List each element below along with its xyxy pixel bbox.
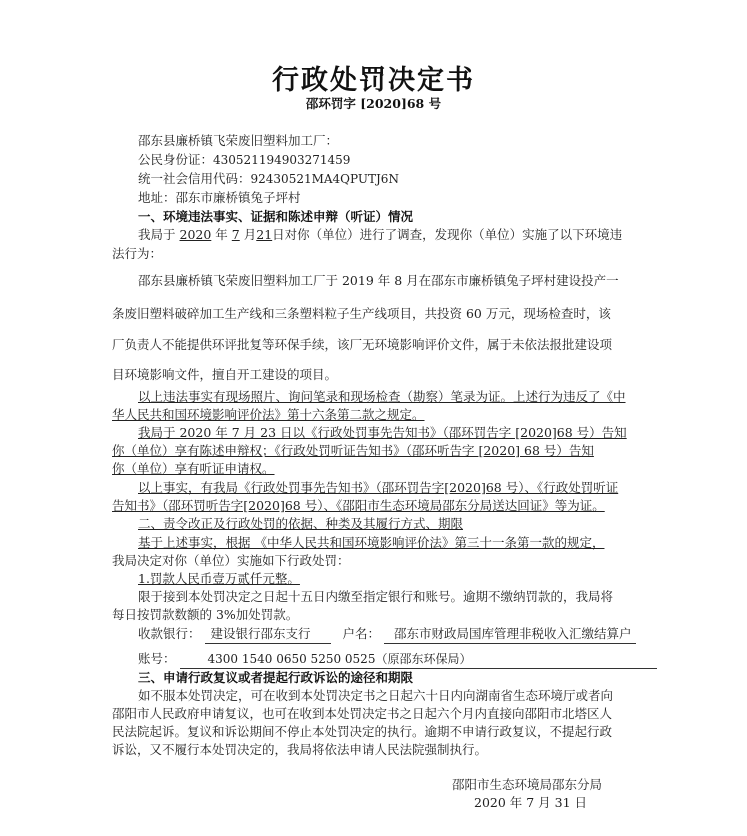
notice-line: 你（单位）享有陈述申辩权；《行政处罚听证告知书》（邵环听告字 [2020] 68 号）告知 <box>112 443 594 458</box>
signature-org: 邵阳市生态环境局邵东分局 <box>452 777 603 792</box>
party-credit-code <box>138 170 399 188</box>
investigation-month: 7 <box>231 227 240 242</box>
credit-label: 统一社会信用代码： <box>138 171 251 186</box>
service-line: 以上事实，有我局《行政处罚事先告知书》（邵环罚告字[2020]68 号）、《行政处罚听证 <box>138 480 619 495</box>
notice-line: 我局于 2020 年 7 月 23 日以《行政处罚事先告知书》（邵环罚告字 [2020]68 号）告知 <box>138 425 627 440</box>
investigation-year: 2020 <box>179 227 212 242</box>
document-title: 行政处罚决定书 <box>272 65 475 96</box>
section2-heading: 二、责令改正及行政处罚的依据、种类及其履行方式、期限 <box>138 516 464 531</box>
investigation-rest: 日对你（单位）进行了调查，发现你（单位）实施了以下环境违 <box>272 227 623 242</box>
appeal-line: 如不服本处罚决定，可在收到本处罚决定书之日起六十日内向湖南省生态环境厅或者向 <box>138 688 614 703</box>
bank-row <box>138 625 636 644</box>
basis-line: 基于上述事实，根据 《中华人民共和国环境影响评价法》第三十一条第一款的规定， <box>138 535 605 550</box>
service-line: 告知书》（邵环罚听告字[2020]68 号）、《邵阳市生态环境局邵东分局送达回证》等为证。 <box>112 498 605 513</box>
payee-label: 户名： <box>342 626 381 641</box>
party-address <box>138 189 301 207</box>
party-name: 邵东县廉桥镇飞荣废旧塑料加工厂： <box>138 133 339 148</box>
investigation-year-unit: 年 <box>215 227 228 242</box>
facts-line: 目环境影响文件，擅自开工建设的项目。 <box>112 367 338 382</box>
document-number: 邵环罚字 [2020]68 号 <box>305 96 442 111</box>
account-row <box>138 650 657 669</box>
facts-line: 厂负责人不能提供环评批复等环保手续，该厂无环境影响评价文件，属于未依法报批建设项 <box>112 337 613 352</box>
appeal-line: 诉讼，又不履行本处罚决定的，我局将依法申请人民法院强制执行。 <box>112 742 488 757</box>
section3-heading: 三、申请行政复议或者提起行政诉讼的途径和期限 <box>138 670 414 685</box>
payment-line: 每日按罚款数额的 3%加处罚款。 <box>112 607 299 622</box>
evidence-line: 华人民共和国环境影响评价法》第十六条第二款之规定。 <box>112 407 425 422</box>
account-label: 账号： <box>138 651 176 666</box>
investigation-prefix: 我局于 <box>138 227 176 242</box>
signature-date: 2020 年 7 月 31 日 <box>474 795 588 810</box>
investigation-month-unit: 月 <box>243 227 257 242</box>
investigation-day: 21 <box>256 227 273 242</box>
facts-line: 邵东县廉桥镇飞荣废旧塑料加工厂于 2019 年 8 月在邵东市廉桥镇兔子坪村建设投产一 <box>138 273 619 288</box>
appeal-line: 民法院起诉。复议和诉讼期间不停止本处罚决定的执行。逾期不申请行政复议，不提起行政 <box>112 724 613 739</box>
penalty-item: 1.罚款人民币壹万贰仟元整。 <box>138 571 300 586</box>
id-value: 430521194903271459 <box>213 153 351 167</box>
investigation-line2: 法行为： <box>112 246 163 261</box>
notice-line: 你（单位）享有听证申请权。 <box>112 461 275 476</box>
basis-line: 我局决定对你（单位）实施如下行政处罚： <box>112 553 350 568</box>
payee-value: 邵东市财政局国库管理非税收入汇缴结算户 <box>384 625 636 644</box>
facts-line: 条废旧塑料破碎加工生产线和三条塑料粒子生产线项目，共投资 60 万元，现场检查时，该 <box>112 306 611 321</box>
appeal-line: 邵阳市人民政府申请复议，也可在收到本处罚决定书之日起六个月内直接向邵阳市北塔区人 <box>112 706 613 721</box>
id-label: 公民身份证： <box>138 152 214 167</box>
party-id <box>138 151 350 169</box>
address-label: 地址： <box>138 190 176 205</box>
evidence-line: 以上违法事实有现场照片、询问笔录和现场检查（勘察）笔录为证。上述行为违反了《中 <box>138 389 626 404</box>
bank-label: 收款银行： <box>138 626 201 641</box>
bank-value: 建设银行邵东支行 <box>205 625 331 644</box>
account-value: 4300 1540 0650 5250 0525（原邵东环保局） <box>180 650 658 669</box>
payment-line: 限于接到本处罚决定之日起十五日内缴至指定银行和账号。逾期不缴纳罚款的，我局将 <box>138 589 614 604</box>
investigation-line1 <box>138 226 622 244</box>
section1-heading: 一、环境违法事实、证据和陈述申辩（听证）情况 <box>138 209 414 224</box>
address-value: 邵东市廉桥镇兔子坪村 <box>175 190 301 205</box>
credit-value: 92430521MA4QPUTJ6N <box>250 172 399 186</box>
